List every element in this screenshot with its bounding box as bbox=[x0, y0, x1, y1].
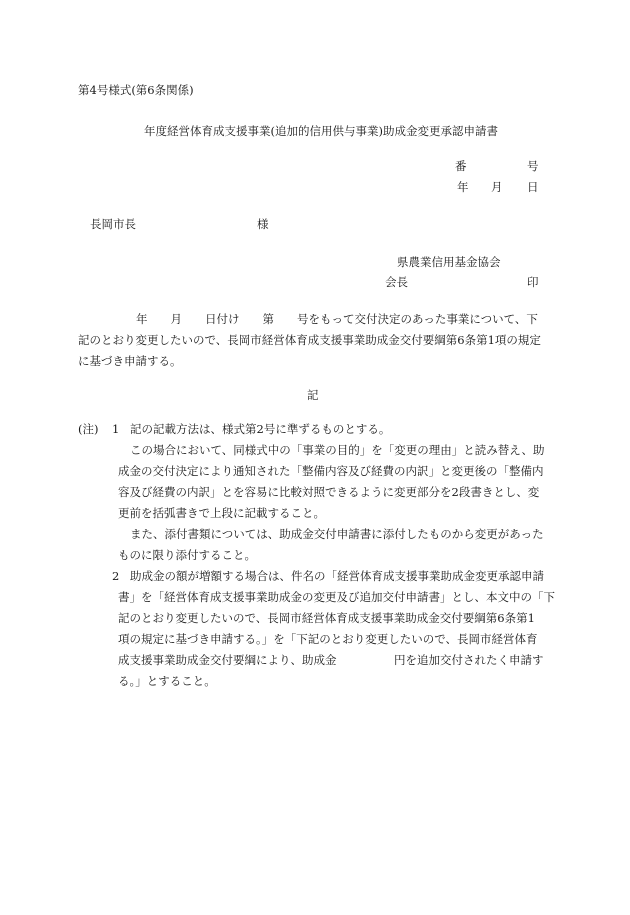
applicant-organization: 県農業信用基金協会 bbox=[397, 255, 501, 269]
note-2-line: 助成金の額が増額する場合は、件名の「経営体育成支援事業助成金変更承認申請 bbox=[130, 569, 544, 583]
note-2-number: 2 bbox=[112, 569, 120, 583]
note-2-line: 記のとおり変更したいので、長岡市経営体育成支援事業助成金交付要綱第6条第1 bbox=[118, 611, 535, 625]
addressee-honorific: 様 bbox=[257, 217, 269, 231]
note-2-line: 成支援事業助成金交付要綱により、助成金 円を追加交付されたく申請す bbox=[118, 653, 544, 667]
addressee-name: 長岡市長 bbox=[90, 217, 136, 231]
date-day: 日 bbox=[527, 180, 539, 194]
date-year: 年 bbox=[457, 180, 469, 194]
note-2-line: 項の規定に基づき申請する。」を「下記のとおり変更したいので、長岡市経営体育 bbox=[118, 632, 538, 646]
note-2-line: る。」とすること。 bbox=[118, 674, 216, 688]
notes-label: (注) bbox=[78, 422, 99, 436]
date-month: 月 bbox=[491, 180, 503, 194]
ki-heading: 記 bbox=[307, 388, 319, 402]
note-2-line: 書」を「経営体育成支援事業助成金の変更及び追加交付申請書」とし、本文中の「下 bbox=[118, 590, 555, 604]
note-1-line: 記の記載方法は、様式第2号に準ずるものとする。 bbox=[130, 422, 391, 436]
document-title: 年度経営体育成支援事業(追加的信用供与事業)助成金変更承認申請書 bbox=[144, 124, 498, 138]
applicant-title: 会長 bbox=[385, 275, 408, 289]
request-body bbox=[78, 309, 554, 372]
body-line: 年 月 日付け 第 号をもって交付決定のあった事業について、下 bbox=[136, 312, 538, 326]
note-1-number: 1 bbox=[112, 422, 120, 436]
note-1-line: この場合において、同様式中の「事業の目的」を「変更の理由」と読み替え、助 bbox=[130, 443, 545, 457]
note-1-line: 更前を括弧書きで上段に記載すること。 bbox=[118, 506, 325, 520]
reference-number-suffix: 号 bbox=[527, 159, 539, 173]
note-1-line: 容及び経費の内訳」とを容易に比較対照できるように変更部分を2段書きとし、変 bbox=[118, 485, 540, 499]
note-1-line: また、添付書類については、助成金交付申請書に添付したものから変更があった bbox=[130, 527, 544, 541]
note-1-line: 成金の交付決定により通知された「整備内容及び経費の内訳」と変更後の「整備内 bbox=[118, 464, 544, 478]
form-number: 第4号様式(第6条関係) bbox=[78, 83, 194, 97]
note-1-line: ものに限り添付すること。 bbox=[118, 548, 256, 562]
body-line: に基づき申請する。 bbox=[78, 354, 182, 368]
seal-mark: 印 bbox=[527, 275, 539, 289]
reference-number-label: 番 bbox=[455, 159, 467, 173]
body-line: 記のとおり変更したいので、長岡市経営体育成支援事業助成金交付要綱第6条第1項の規定 bbox=[78, 333, 541, 347]
